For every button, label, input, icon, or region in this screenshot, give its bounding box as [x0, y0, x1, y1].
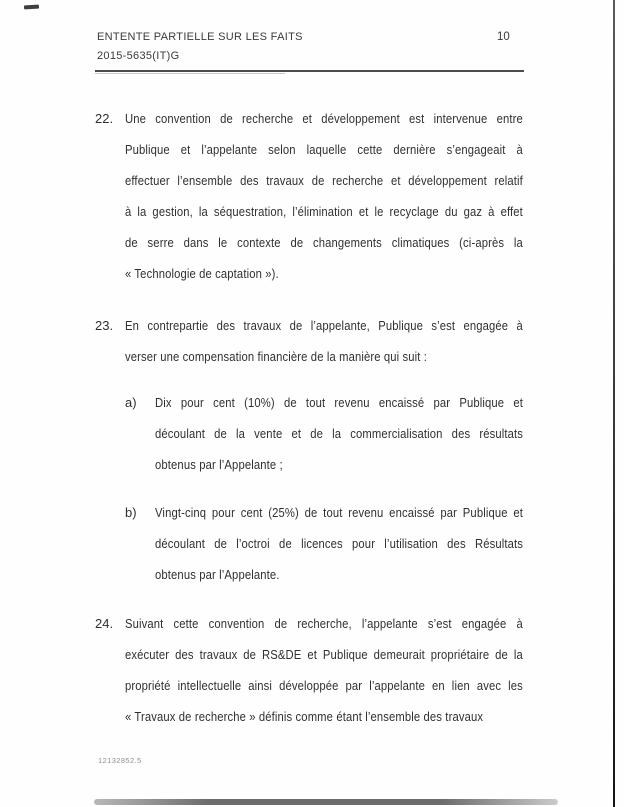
paragraph-24	[95, 608, 585, 732]
paragraph-marker: a)	[125, 395, 137, 410]
paragraph-lines	[125, 310, 585, 372]
paragraph-a	[125, 387, 580, 480]
paragraph-line: propriété intellectuelle ainsi développée par l’appelante en lien avec les	[125, 678, 523, 693]
paragraph-line: découlant de la vente et de la commercialisation des résultats	[155, 426, 524, 441]
paragraph-line: Suivant cette convention de recherche, l’appelante s’est engagée à	[125, 616, 523, 631]
paragraph-line: de serre dans le contexte de changements climatiques (ci-après la	[125, 235, 523, 250]
paragraph-line: « Travaux de recherche » définis comme étant l’ensemble des travaux	[125, 709, 484, 724]
paragraph-lines	[155, 387, 580, 480]
paragraph-line: verser une compensation financière de la manière qui suit :	[125, 349, 428, 364]
paragraph-line: à la gestion, la séquestration, l’élimination et le recyclage du gaz à effet	[125, 204, 523, 219]
paragraph-lines	[125, 103, 585, 289]
paragraph-22	[95, 103, 585, 289]
paragraph-marker: 22.	[95, 111, 114, 126]
scan-bottom-shadow	[94, 799, 558, 805]
footer-doc-id: 12132852.5	[98, 756, 142, 765]
paragraph-lines	[155, 497, 580, 590]
paragraph-marker: 24.	[95, 616, 114, 631]
paragraph-line: exécuter des travaux de RS&DE et Publique demeurait propriétaire de la	[125, 647, 523, 662]
paragraph-marker: b)	[125, 505, 137, 520]
scan-right-edge-line	[613, 0, 615, 807]
header-rule-shadow	[95, 73, 285, 74]
paragraph-line: obtenus par l’Appelante ;	[155, 457, 283, 472]
page-number: 10	[497, 31, 510, 43]
paragraph-line: Vingt-cinq pour cent (25%) de tout revenu encaissé par Publique et	[155, 505, 524, 520]
paragraph-line: « Technologie de captation »).	[125, 266, 279, 281]
paragraph-23	[95, 310, 585, 372]
paragraph-line: Publique et l’appelante selon laquelle cette dernière s’engageait à	[125, 142, 523, 157]
document-title: ENTENTE PARTIELLE SUR LES FAITS	[97, 31, 303, 43]
paragraph-line: découlant de l’octroi de licences pour l’utilisation des Résultats	[155, 536, 524, 551]
paragraph-b	[125, 497, 580, 590]
case-number: 2015-5635(IT)G	[97, 50, 180, 62]
paragraph-line: Une convention de recherche et développement est intervenue entre	[125, 111, 523, 126]
paragraph-lines	[125, 608, 585, 732]
scan-corner-mark	[24, 5, 39, 10]
header-rule	[95, 70, 524, 72]
paragraph-marker: 23.	[95, 318, 114, 333]
paragraph-line: En contrepartie des travaux de l’appelante, Publique s’est engagée à	[125, 318, 523, 333]
paragraph-line: Dix pour cent (10%) de tout revenu encaissé par Publique et	[155, 395, 524, 410]
paragraph-line: obtenus par l’Appelante.	[155, 567, 280, 582]
paragraph-line: effectuer l’ensemble des travaux de recherche et développement relatif	[125, 173, 523, 188]
